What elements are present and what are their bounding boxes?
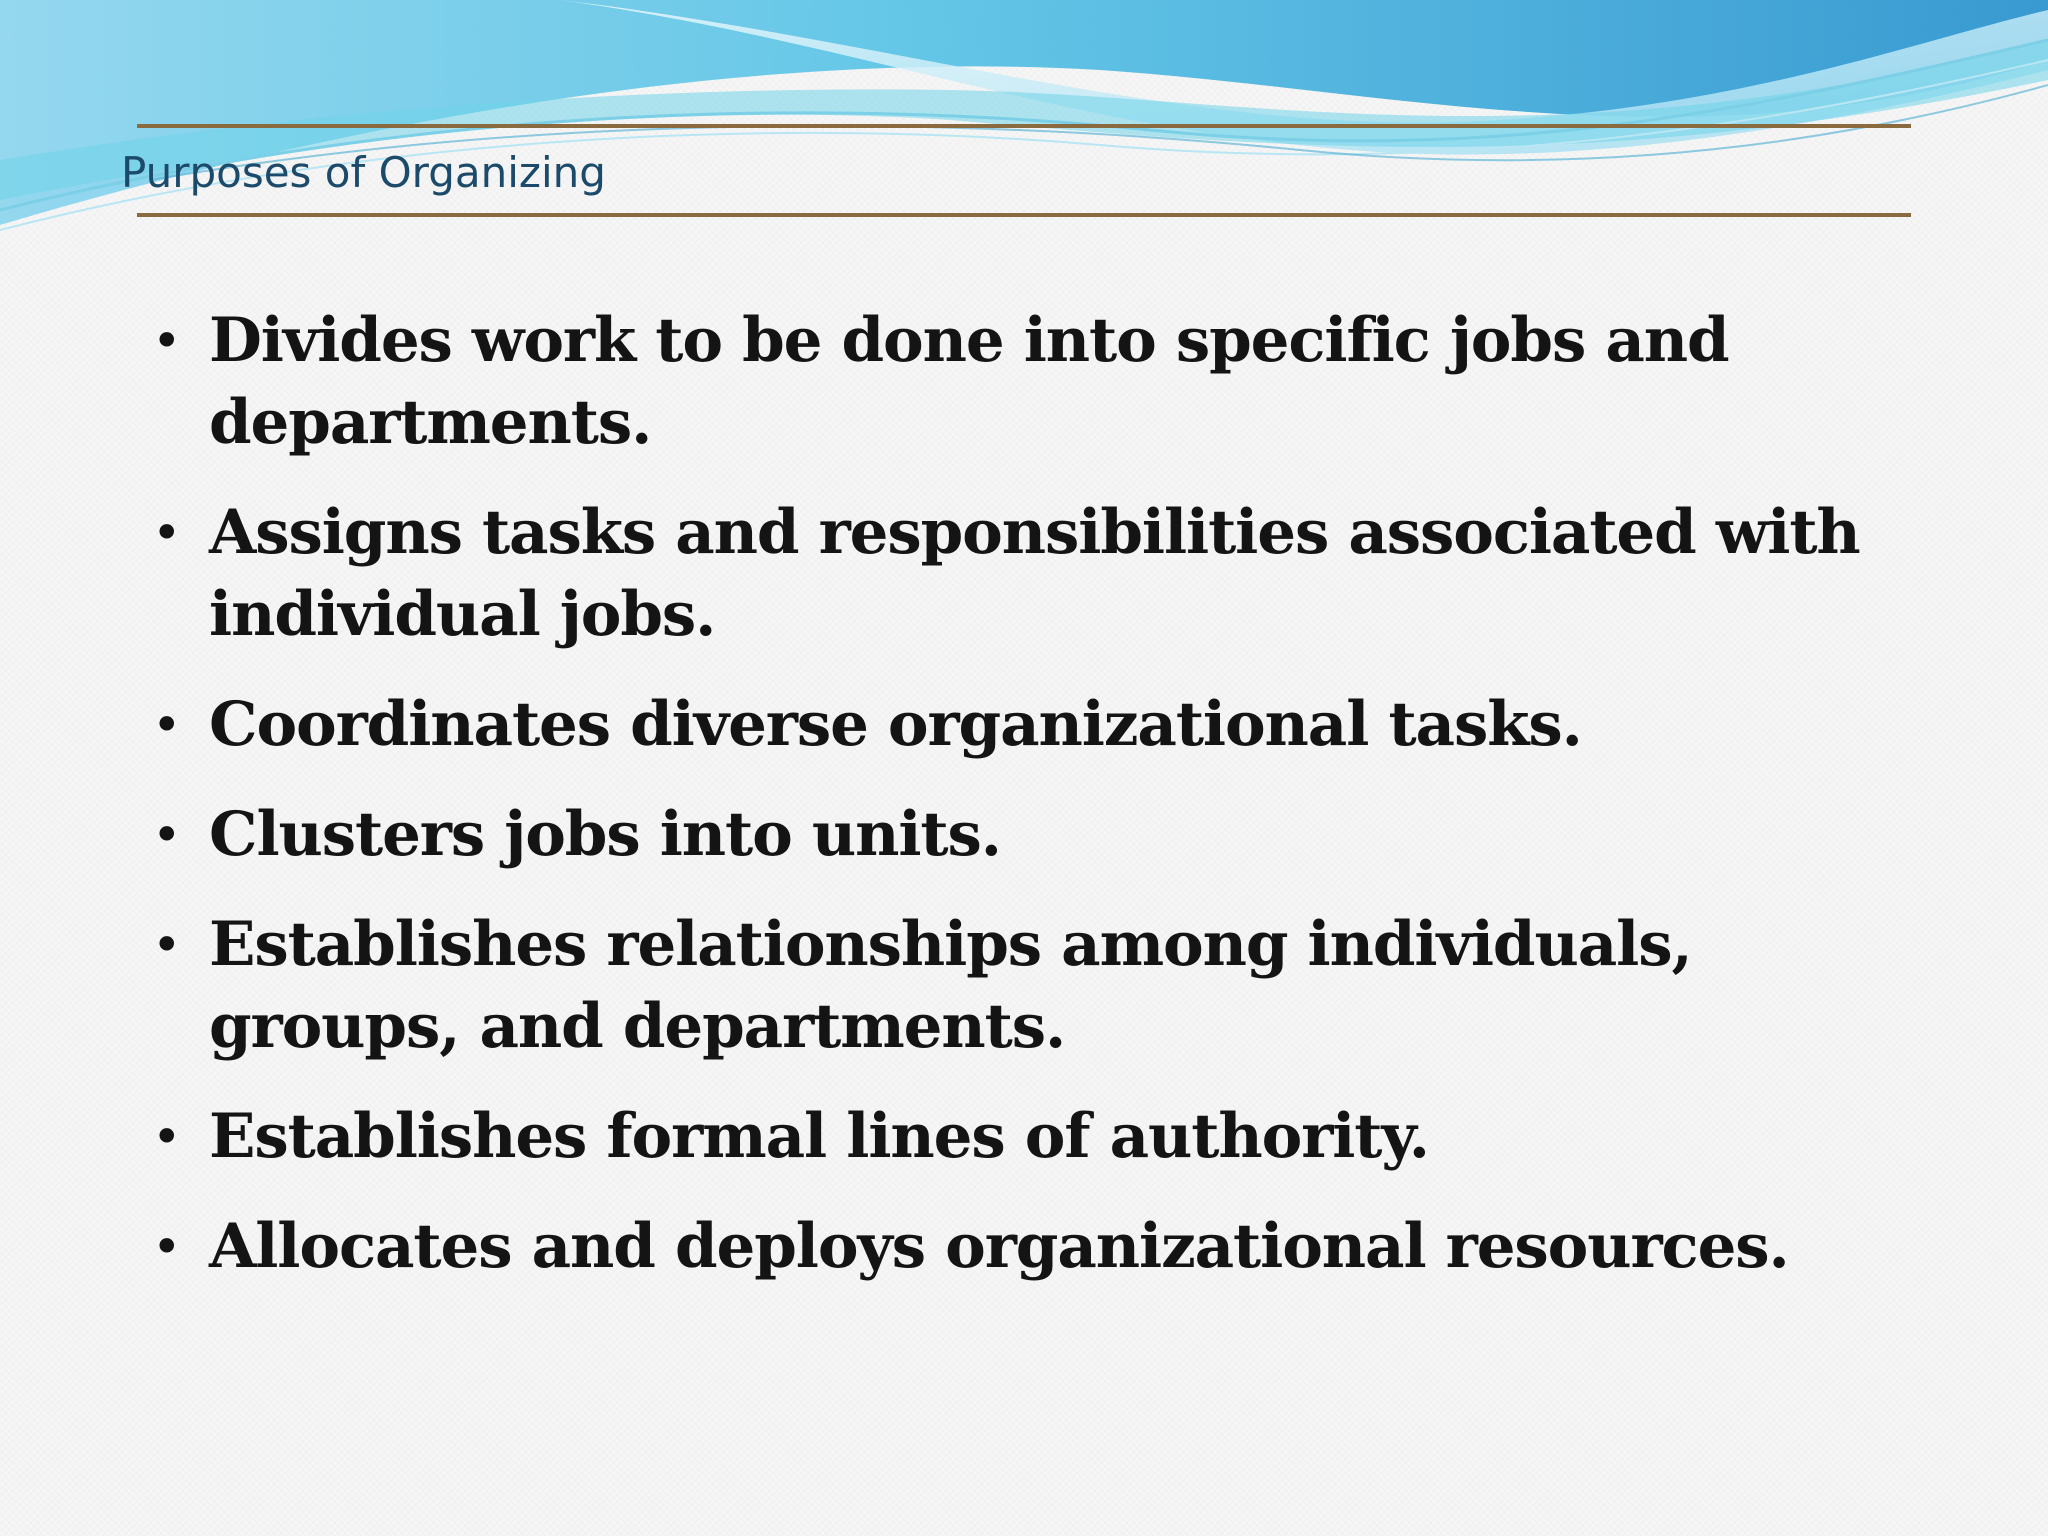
bullet-item bbox=[152, 904, 1942, 1068]
bullet-item bbox=[152, 684, 1942, 766]
title-rule-bottom bbox=[137, 213, 1911, 217]
header-wave-decoration bbox=[0, 0, 2048, 240]
bullet-text: Divides work to be done into specific jobs and departments. bbox=[209, 305, 1729, 458]
bullet-text: Coordinates diverse organizational tasks. bbox=[209, 689, 1582, 760]
slide-title: Purposes of Organizing bbox=[121, 148, 606, 197]
bullet-dot-icon: • bbox=[152, 1108, 181, 1166]
bullet-item bbox=[152, 794, 1942, 876]
bullet-dot-icon: • bbox=[152, 312, 181, 370]
bullet-dot-icon: • bbox=[152, 504, 181, 562]
bullet-item bbox=[152, 492, 1942, 656]
bullet-dot-icon: • bbox=[152, 696, 181, 754]
bullet-item bbox=[152, 300, 1942, 464]
bullet-text: Establishes relationships among individuals, groups, and departments. bbox=[209, 909, 1692, 1062]
bullet-text: Clusters jobs into units. bbox=[209, 799, 1001, 870]
bullet-list bbox=[152, 300, 1942, 1316]
title-rule-top bbox=[137, 124, 1911, 128]
bullet-item bbox=[152, 1206, 1942, 1288]
bullet-dot-icon: • bbox=[152, 806, 181, 864]
bullet-item bbox=[152, 1096, 1942, 1178]
bullet-text: Allocates and deploys organizational resources. bbox=[209, 1211, 1789, 1282]
bullet-text: Establishes formal lines of authority. bbox=[209, 1101, 1429, 1172]
bullet-text: Assigns tasks and responsibilities associated with individual jobs. bbox=[209, 497, 1860, 650]
bullet-dot-icon: • bbox=[152, 916, 181, 974]
bullet-dot-icon: • bbox=[152, 1218, 181, 1276]
